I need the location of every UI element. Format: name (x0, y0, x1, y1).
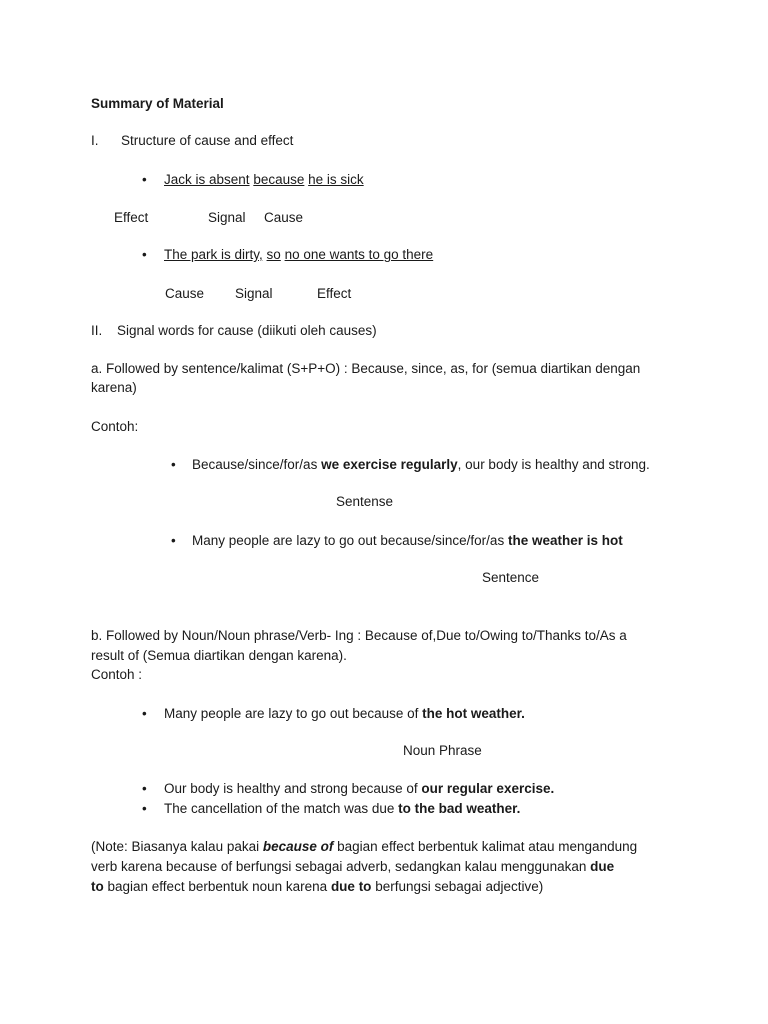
note-line-3 (91, 878, 543, 896)
label-effect: Effect (114, 210, 149, 225)
part-a-example-1-post: , our body is healthy and strong. (457, 457, 650, 472)
part-b-line-2: result of (Semua diartikan dengan karena). (91, 648, 347, 663)
example-2-cause: The park is dirty, (164, 247, 263, 262)
bullet-icon: • (171, 457, 176, 472)
part-b-example-2-bold: our regular exercise. (421, 781, 555, 796)
section-2-numeral: II. (91, 323, 103, 338)
part-a-example-1 (192, 456, 650, 474)
section-2-heading: Signal words for cause (diikuti oleh causes) (117, 323, 377, 338)
note-line-1-bold-italic: because of (262, 839, 334, 854)
part-a-example-2-bold: the weather is hot (507, 533, 623, 548)
bullet-icon: • (142, 781, 147, 796)
part-b-example-1-bold: the hot weather. (422, 706, 525, 721)
label-sentense: Sentense (336, 494, 394, 509)
section-1-numeral: I. (91, 133, 99, 148)
part-a-example-1-pre: Because/since/for/as (192, 457, 322, 472)
note-line-3-bold-1: to (91, 879, 104, 894)
note-line-1-post: bagian effect berbentuk kalimat atau mengandung (333, 839, 638, 854)
part-b-line-1: b. Followed by Noun/Noun phrase/Verb- Ing : Because of,Due to/Owing to/Thanks to/As a (91, 628, 627, 643)
part-a-line-1: a. Followed by sentence/kalimat (S+P+O) : Because, since, as, for (semua diartikan dengan (91, 361, 641, 376)
label-effect: Effect (317, 286, 352, 301)
example-1-signal: because (253, 172, 305, 187)
bullet-icon: • (142, 172, 147, 187)
label-cause: Cause (165, 286, 205, 301)
example-2-effect: no one wants to go there (284, 247, 434, 262)
note-line-2-bold: due (590, 859, 615, 874)
label-sentence: Sentence (482, 570, 540, 585)
example-1-sentence (164, 171, 364, 189)
bullet-icon: • (142, 247, 147, 262)
example-2-sentence (164, 246, 433, 264)
label-cause: Cause (264, 210, 304, 225)
note-line-3-post: berfungsi sebagai adjective) (371, 879, 544, 894)
part-a-example-2-pre: Many people are lazy to go out because/since/for/as (192, 533, 508, 548)
part-b-example-1-pre: Many people are lazy to go out because of (164, 706, 423, 721)
label-noun-phrase: Noun Phrase (403, 743, 482, 758)
label-signal: Signal (235, 286, 273, 301)
part-b-example-2-pre: Our body is healthy and strong because of (164, 781, 422, 796)
example-1-effect: Jack is absent (164, 172, 250, 187)
page-title: Summary of Material (91, 96, 224, 111)
label-signal: Signal (208, 210, 246, 225)
note-line-2-pre: verb karena because of berfungsi sebagai adverb, sedangkan kalau menggunakan (91, 859, 591, 874)
part-a-example-1-bold: we exercise regularly (321, 457, 458, 472)
bullet-icon: • (171, 533, 176, 548)
bullet-icon: • (142, 706, 147, 721)
bullet-icon: • (142, 801, 147, 816)
example-2-signal: so (266, 247, 281, 262)
section-1-heading: Structure of cause and effect (121, 133, 294, 148)
part-a-contoh: Contoh: (91, 419, 139, 434)
note-line-2 (91, 858, 614, 876)
example-1-cause: he is sick (308, 172, 364, 187)
note-line-1 (91, 838, 637, 856)
part-b-example-3 (164, 800, 520, 818)
part-b-contoh: Contoh : (91, 667, 143, 682)
part-b-example-3-bold: to the bad weather. (398, 801, 521, 816)
part-b-example-1 (164, 705, 525, 723)
part-a-line-2: karena) (91, 380, 137, 395)
part-b-example-3-pre: The cancellation of the match was due (164, 801, 399, 816)
part-a-example-2 (192, 532, 623, 550)
note-line-3-mid: bagian effect berbentuk noun karena (103, 879, 331, 894)
note-line-3-bold-2: due to (330, 879, 372, 894)
note-line-1-pre: (Note: Biasanya kalau pakai (91, 839, 263, 854)
part-b-example-2 (164, 780, 554, 798)
